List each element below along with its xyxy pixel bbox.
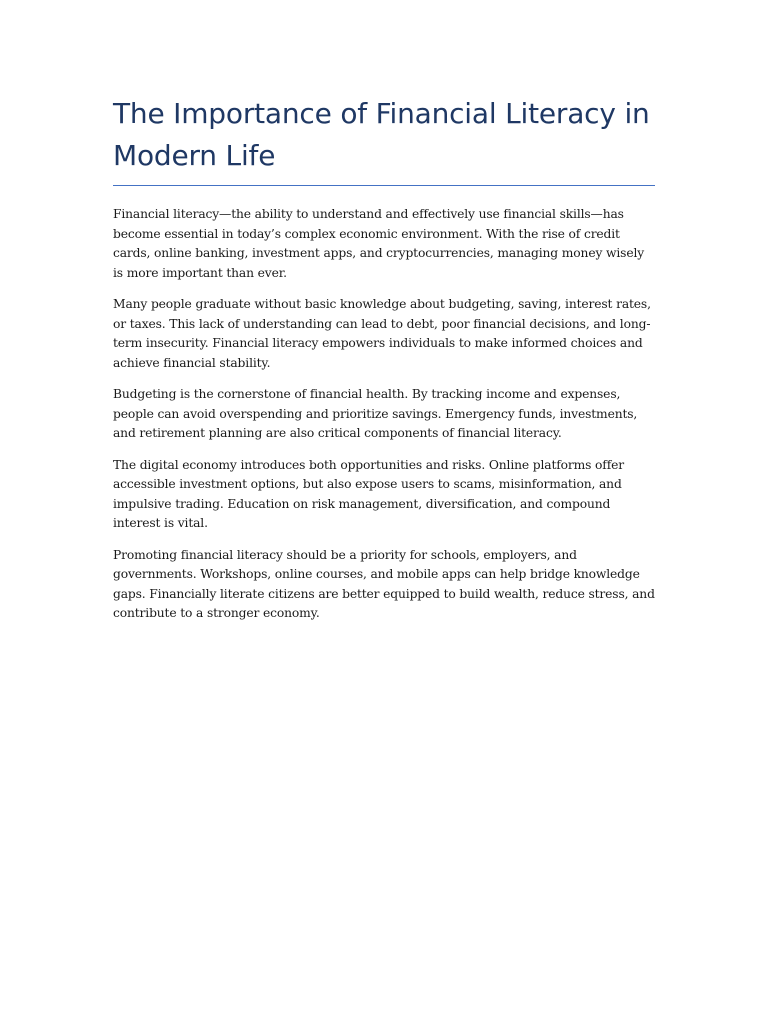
document-content xyxy=(113,93,655,636)
paragraph-5: Promoting financial literacy should be a priority for schools, employers, and governments. Workshops, online courses, and mobile apps can help bridge knowledge gaps. Financially literate citizens are better equipped to build wealth, reduce stress, and contribute to a stronger economy. xyxy=(113,547,655,620)
document-title: The Importance of Financial Literacy in Modern Life xyxy=(113,93,655,186)
paragraph-2: Many people graduate without basic knowledge about budgeting, saving, interest rates, or taxes. This lack of understanding can lead to debt, poor financial decisions, and long-term insecurity. Financial literacy empowers individuals to make informed choices and achieve financial stability. xyxy=(113,297,651,370)
paragraph-4: The digital economy introduces both opportunities and risks. Online platforms offer accessible investment options, but also expose users to scams, misinformation, and impulsive trading. Education on risk management, diversification, and compound interest is vital. xyxy=(113,457,624,530)
paragraph-3: Budgeting is the cornerstone of financial health. By tracking income and expenses, people can avoid overspending and prioritize savings. Emergency funds, investments, and retirement planning are also critical components of financial literacy. xyxy=(113,387,638,440)
document-body xyxy=(113,205,655,624)
paragraph-1: Financial literacy—the ability to understand and effectively use financial skills—has become essential in today’s complex economic environment. With the rise of credit cards, online banking, investment apps, and cryptocurrencies, managing money wisely is more important than ever. xyxy=(113,207,645,280)
